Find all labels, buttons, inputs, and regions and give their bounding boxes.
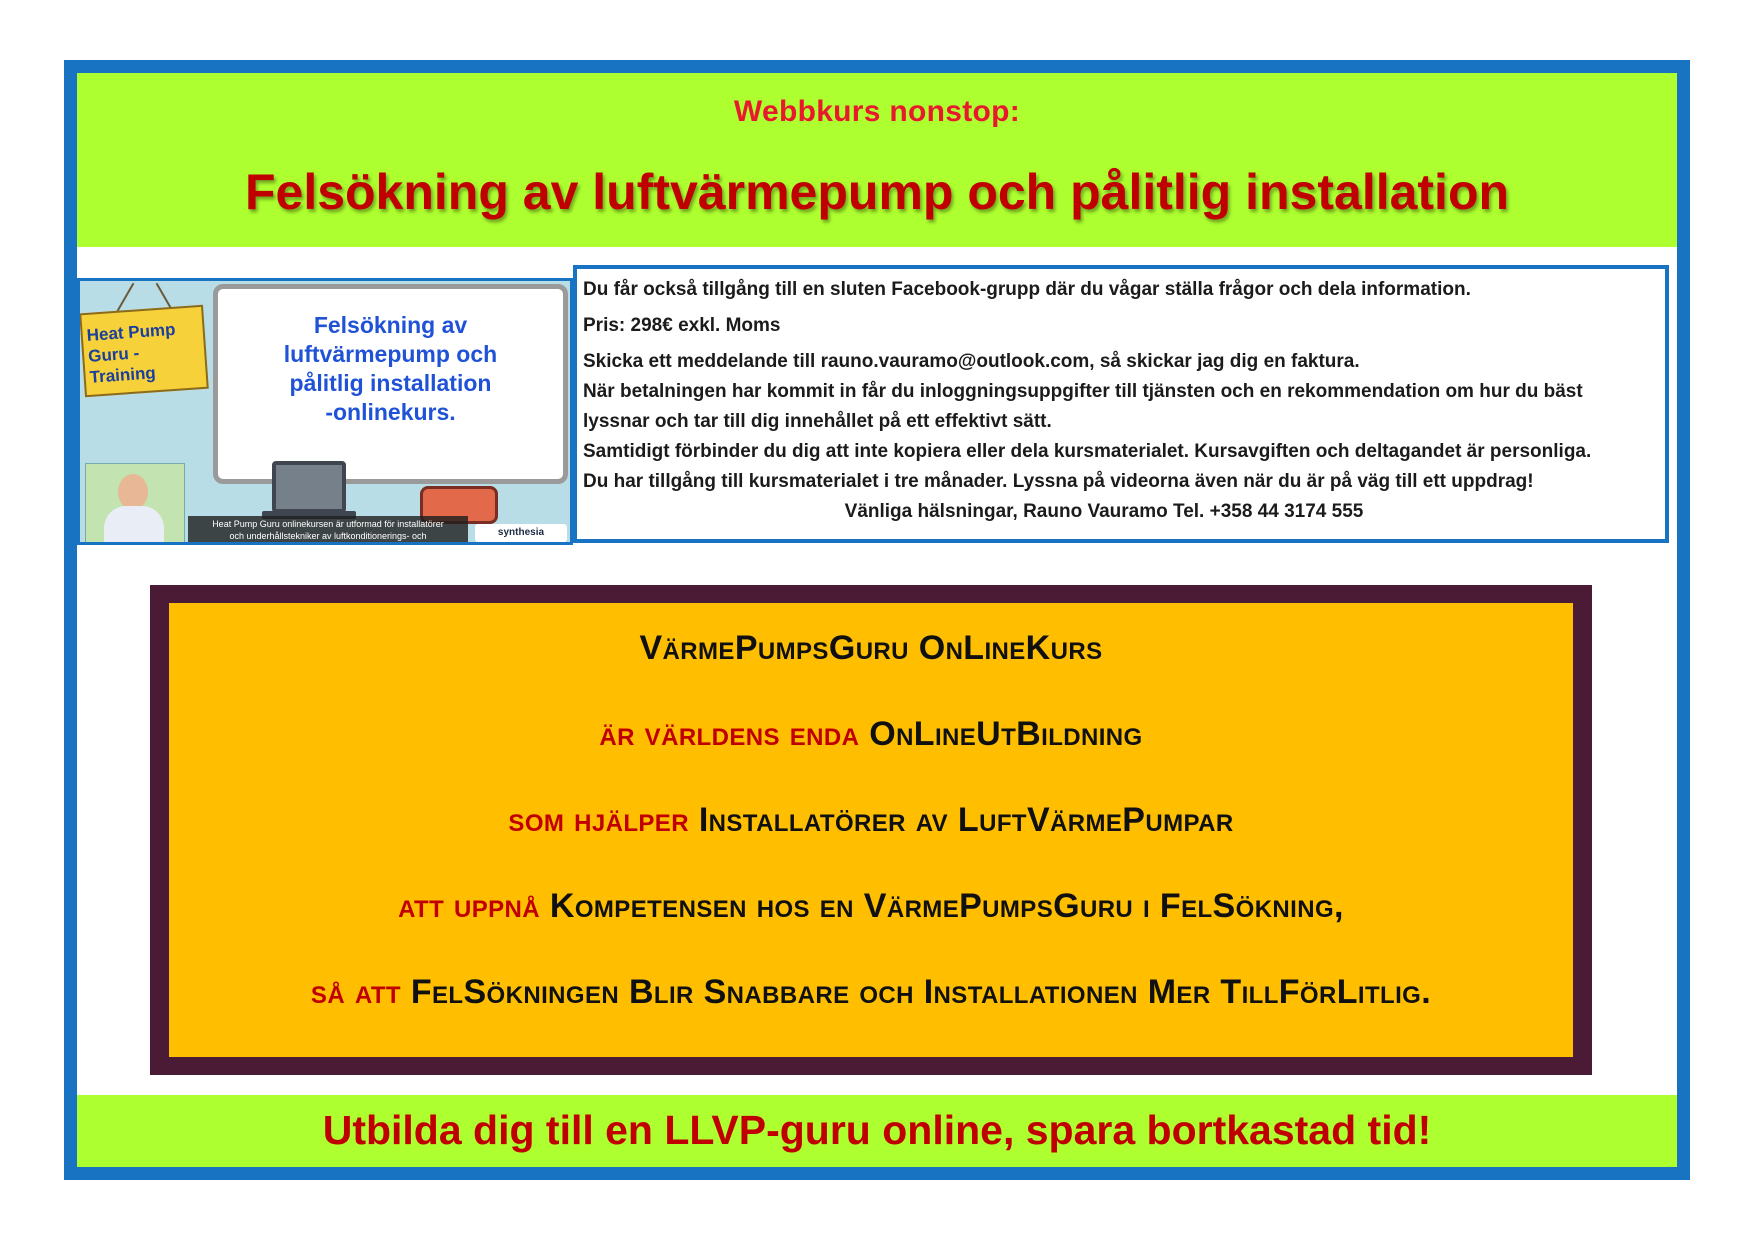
info-line: Du får också tillgång till en sluten Facebook-grupp där du vågar ställa frågor och dela information.	[583, 279, 1471, 300]
promo-black-text: FelSökningen Blir Snabbare och Installationen Mer TillFörLitlig.	[410, 973, 1432, 1011]
signature-line: Vänliga hälsningar, Rauno Vauramo Tel. +358 44 3174 555	[844, 501, 1364, 522]
presenter-avatar	[85, 463, 185, 543]
promo-block	[150, 585, 1592, 1075]
promo-red-text: så att	[310, 973, 401, 1011]
whiteboard	[213, 284, 568, 484]
page-title: Felsökning av luftvärmepump och pålitlig installation	[244, 164, 1510, 220]
thumbnail-title-line: luftvärmepump och	[283, 341, 498, 367]
laptop-icon	[272, 461, 346, 513]
page-frame	[64, 60, 1690, 1180]
thumbnail-title-line: -onlinekurs.	[325, 399, 456, 425]
promo-line-2	[169, 715, 1573, 754]
promo-line-3	[169, 801, 1573, 840]
promo-panel	[169, 603, 1573, 1057]
info-line: lyssnar och tar till dig innehållet på ett effektivt sätt.	[583, 411, 1052, 432]
promo-black-text: Kompetensen hos en VärmePumpsGuru i FelSökning,	[549, 887, 1344, 925]
price-line: Pris: 298€ exkl. Moms	[583, 315, 781, 336]
course-info-box	[573, 265, 1669, 543]
promo-red-text: är världens enda	[599, 715, 860, 753]
video-caption	[188, 516, 468, 545]
bottom-banner: Utbilda dig till en LLVP-guru online, spara bortkastad tid!	[77, 1095, 1677, 1167]
synthesia-logo: synthesia	[475, 524, 567, 542]
info-line: Du har tillgång till kursmaterialet i tre månader. Lyssna på videorna även när du är på väg till ett uppdrag!	[583, 471, 1534, 492]
sign-line: Heat Pump	[86, 319, 177, 345]
course-video-thumbnail[interactable]	[77, 278, 573, 545]
thumbnail-title-line: pålitlig installation	[289, 370, 492, 396]
info-line: När betalningen har kommit in får du inloggningsuppgifter till tjänsten och en rekommendation om hur du bäst	[583, 381, 1583, 402]
heat-pump-guru-sign	[79, 305, 209, 397]
top-banner	[77, 73, 1677, 247]
promo-line-1: VärmePumpsGuru OnLineKurs	[639, 629, 1103, 667]
sign-line: Guru -Training	[87, 343, 157, 387]
caption-line: och underhållstekniker av luftkonditionerings- och	[229, 531, 427, 541]
kicker-text: Webbkurs nonstop:	[733, 95, 1021, 128]
promo-line-5	[169, 973, 1573, 1012]
presenter-body	[104, 506, 164, 544]
presenter-head	[118, 474, 148, 510]
info-line: Skicka ett meddelande till rauno.vauramo@outlook.com, så skickar jag dig en faktura.	[583, 351, 1360, 372]
caption-line: Heat Pump Guru onlinekursen är utformad för installatörer	[212, 519, 444, 529]
sign-string	[116, 283, 135, 313]
thumbnail-title-line: Felsökning av	[313, 312, 468, 338]
promo-black-text: Installatörer av LuftVärmePumpar	[698, 801, 1234, 839]
info-line: Samtidigt förbinder du dig att inte kopiera eller dela kursmaterialet. Kursavgiften och deltagandet är personliga.	[583, 441, 1592, 462]
promo-black-text: OnLineUtBildning	[869, 715, 1143, 753]
promo-red-text: som hjälper	[508, 801, 689, 839]
promo-red-text: att uppnå	[398, 887, 541, 925]
promo-line-4	[169, 887, 1573, 926]
